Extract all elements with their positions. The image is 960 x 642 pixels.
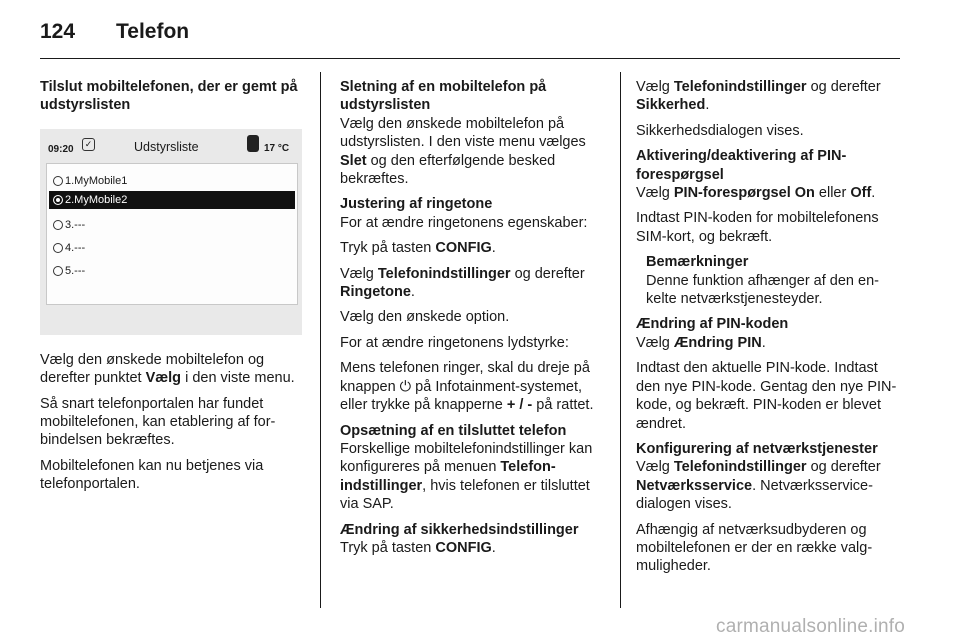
screen-time: 09:20: [48, 143, 74, 155]
section-heading: Opsætning af en tilsluttet telefon: [340, 422, 567, 439]
device-list: [46, 163, 298, 305]
list-item-label: 3.---: [65, 218, 86, 231]
note-text: Denne funktion afhænger af den enkelte netværkstjenesteyder.: [646, 272, 879, 308]
thermometer-icon: [247, 135, 259, 152]
paragraph: Tryk på tasten CONFIG.: [340, 539, 496, 556]
radio-icon: [53, 220, 63, 230]
paragraph: Mens telefonen ringer, skal du dreje på knappen ⏻ på Infotainment-systemet, eller trykke på knapperne + / - på rattet.: [340, 360, 594, 414]
radio-selected-icon: [53, 195, 63, 205]
column-3: [636, 78, 904, 583]
section-heading: Justering af ringetone: [340, 196, 493, 213]
list-item-label: 2.MyMobile2: [65, 193, 128, 206]
list-item-label: 1.MyMobile1: [65, 174, 128, 187]
screen-title: Udstyrsliste: [134, 139, 199, 154]
column-2: [340, 78, 606, 564]
paragraph: Vælg Telefonindstillinger og derefter Netværksservice. Netværksservicedialogen vises.: [636, 459, 881, 513]
column-divider-2: [620, 72, 621, 608]
section-heading: Sletning af en mobiltelefon på udstyrslisten: [340, 79, 547, 114]
radio-icon: [53, 176, 63, 186]
power-knob-icon: ⏻: [399, 378, 412, 395]
list-item: [49, 239, 295, 257]
paragraph: Så snart telefonportalen har fundet mobiltelefonen, kan etablering af forbindelsen bekræftes.: [40, 395, 276, 449]
radio-icon: [53, 266, 63, 276]
paragraph: Mobiltelefonen kan nu betjenes via telefonportalen.: [40, 457, 264, 493]
header-rule: [40, 58, 900, 59]
note: [636, 253, 904, 308]
paragraph: Forskellige mobiltelefonindstillinger kan konfigureres på menuen Telefonindstillinger, hvis telefonen er tilsluttet via SAP.: [340, 440, 593, 513]
list-item: [49, 262, 295, 280]
paragraph: Sikkerhedsdialogen vises.: [636, 122, 804, 139]
watermark: carmanualsonline.info: [716, 616, 906, 637]
paragraph: Vælg PIN-forespørgsel On eller Off.: [636, 185, 876, 202]
section-heading: Konfigurering af netværkstjenester: [636, 440, 878, 457]
paragraph: Indtast den aktuelle PIN-kode. Indtast den nye PIN-kode. Gentag den nye PIN-kode, og bekræft. PIN-koden er blevet ændret.: [636, 360, 897, 432]
paragraph: Indtast PIN-koden for mobiltelefonens SIM-kort, og bekræft.: [636, 210, 879, 245]
paragraph: Vælg den ønskede option.: [340, 309, 510, 326]
paragraph: Vælg Telefonindstillinger og derefter Ringetone.: [340, 265, 585, 301]
paragraph: Vælg den ønskede mobiltelefon på udstyrslisten. I den viste menu vælges Slet og den efterfølgende besked bekræftes.: [340, 115, 586, 188]
paragraph: Afhængig af netværksudbyderen og mobiltelefonen er der en række valgmuligheder.: [636, 521, 873, 575]
paragraph: Vælg den ønskede mobiltelefon og derefter punktet Vælg i den viste menu.: [40, 351, 295, 387]
list-item: [49, 216, 295, 234]
column-divider-1: [320, 72, 321, 608]
note-title: Bemærkninger: [646, 254, 749, 271]
list-item-label: 5.---: [65, 264, 86, 277]
paragraph: Tryk på tasten CONFIG.: [340, 240, 496, 257]
section-heading: Aktivering/deaktivering af PIN-forespørgsel: [636, 148, 847, 183]
display-screenshot: [40, 129, 302, 335]
paragraph: Vælg Ændring PIN.: [636, 334, 766, 351]
column-1: [40, 78, 306, 501]
paragraph: For at ændre ringetonens egenskaber:: [340, 214, 588, 231]
section-heading: Ændring af PIN-koden: [636, 316, 789, 333]
paragraph: Vælg Telefonindstillinger og derefter Sikkerhed.: [636, 79, 881, 114]
phone-icon: ✓: [82, 138, 95, 151]
screen-temperature: 17 °C: [264, 142, 290, 154]
section-heading: Ændring af sikkerhedsindstillinger: [340, 521, 579, 538]
list-item: [49, 172, 295, 190]
page-number: 124: [40, 20, 76, 43]
radio-icon: [53, 243, 63, 253]
section-heading: Tilslut mobiltelefonen, der er gemt på udstyrslisten: [40, 79, 298, 114]
page-title: Telefon: [116, 20, 190, 43]
list-item-selected: [49, 191, 295, 209]
paragraph: For at ændre ringetonens lydstyrke:: [340, 334, 569, 351]
list-item-label: 4.---: [65, 241, 86, 254]
